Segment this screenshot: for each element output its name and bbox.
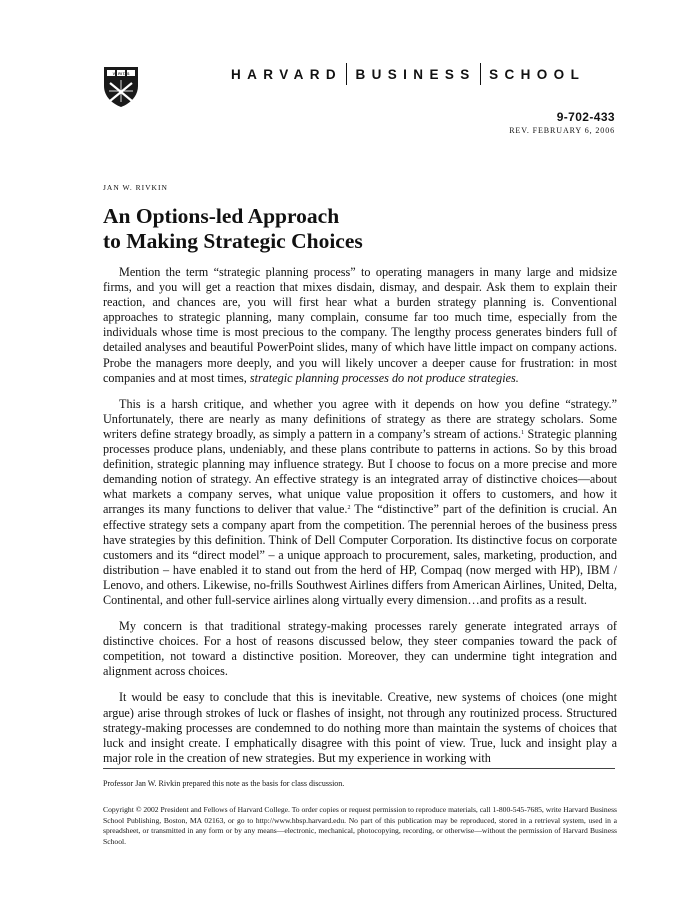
revision-date: REV. FEBRUARY 6, 2006 <box>509 126 615 135</box>
body-paragraph: It would be easy to conclude that this is inevitable. Creative, new systems of choices (one might argue) arise through strokes of luck or flashes of insight, not through any routinized process. Structured strategy-making processes are condemned to do nothing more than maintain the systems of choices that luck and insight create. I emphatically disagree with this point of view. True, luck and insight play a major role in the creation of new strategies. But my experience in working with <box>103 690 617 765</box>
wordmark-divider <box>480 63 481 85</box>
footnote-marker: 1 <box>521 429 525 436</box>
paragraph-text: Mention the term “strategic planning process” to operating managers in many large and midsize firms, and you will get a reaction that mixes disdain, dismay, and despair. Ask them to explain their reaction, and chances are, you will first hear what a burden strategy planning is. Conventional approaches to strategic planning, many complain, consume far too much time, especially from the individuals whose time is most precious to the company. The lengthy process generates binders full of detailed analyses and beautiful PowerPoint slides, many of which have little impact on company actions. Probe the managers more deeply, and you will likely uncover a deeper cause for frustration: in most companies and at most times, <box>103 265 617 385</box>
case-number: 9-702-433 <box>556 110 615 124</box>
hbs-shield-logo <box>103 66 139 108</box>
paragraph-text: The “distinctive” part of the definition is crucial. An effective strategy sets a company apart from the competition. The perennial heroes of the business press have strategies by this definition. Think of Dell Computer Corporation. Its distinctive focus on corporate customers and its “direct model” – a unique approach to procurement, sales, marketing, production, and distribution – have enabled it to stand out from the herd of HP, Compaq (now merged with HP), IBM / Lenovo, and others. Likewise, no-frills Southwest Airlines differs from American Airlines, United, Delta, Continental, and other full-service airlines along virtually every dimension…and profits as a result. <box>103 502 617 607</box>
wordmark-divider <box>346 63 347 85</box>
title-line-1: An Options-led Approach <box>103 204 340 228</box>
footnote-marker: 2 <box>347 505 351 512</box>
wordmark-harvard: HARVARD <box>231 66 343 82</box>
title-line-2: to Making Strategic Choices <box>103 229 363 253</box>
document-body <box>103 265 617 777</box>
hbs-wordmark <box>231 63 621 85</box>
author-footnote: Professor Jan W. Rivkin prepared this note as the basis for class discussion. <box>103 779 345 788</box>
wordmark-business: BUSINESS <box>355 66 476 82</box>
body-paragraph <box>103 265 617 386</box>
copyright-notice: Copyright © 2002 President and Fellows of Harvard College. To order copies or request permission to reproduce materials, call 1-800-545-7685, write Harvard Business School Publishing, Boston, MA 02163, or go to http://www.hbsp.harvard.edu. No part of this publication may be reproduced, stored in a retrieval system, used in a spreadsheet, or transmitted in any form or by any means—electronic, mechanical, photocopying, recording, or otherwise—without the permission of Harvard Business School. <box>103 805 617 846</box>
shield-motto: VE RI TAS <box>112 72 130 76</box>
paragraph-emphasis: strategic planning processes do not produce strategies. <box>249 370 519 385</box>
footnote-divider <box>103 768 615 769</box>
author-name: JAN W. RIVKIN <box>103 183 168 192</box>
document-title <box>103 204 603 254</box>
paragraph-text: Strategic planning processes produce plans, undeniably, and these plans contribute to patterns in actions. So by this broad definition, strategic planning may influence strategy. But I choose to focus on a more precise and more demanding notion of strategy. An effective strategy is an integrated array of distinctive choices—about what markets a company serves, what unique value proposition it offers to customers, and how it arranges its many functions to deliver that value. <box>103 426 618 517</box>
body-paragraph: My concern is that traditional strategy-making processes rarely generate integrated arrays of distinctive choices. For a host of reasons discussed below, they steer companies toward the pack of competition, not toward a distinctive position. Moreover, they can undermine tight integration and alignment across choices. <box>103 619 617 679</box>
paragraph-text: This is a harsh critique, and whether you agree with it depends on how you define “strategy.” Unfortunately, there are nearly as many definitions of strategy as there are strategy scholars. Some writers define strategy broadly, as simply a pattern in a company’s stream of actions. <box>103 396 617 441</box>
wordmark-school: SCHOOL <box>489 66 586 82</box>
body-paragraph <box>103 397 617 608</box>
